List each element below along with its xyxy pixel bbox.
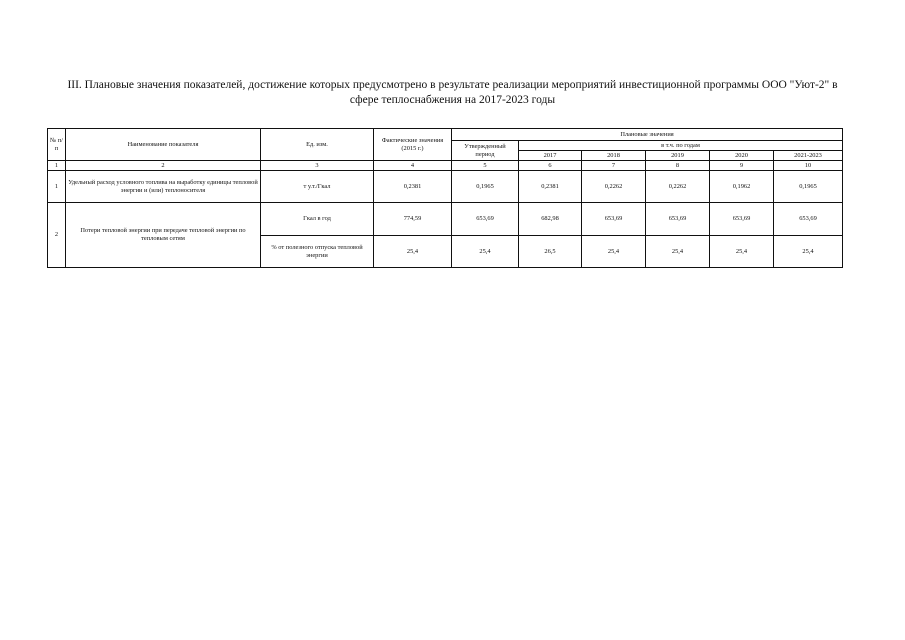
row-year-value: 0,1962 bbox=[710, 171, 774, 203]
row-unit: Гкал в год bbox=[261, 203, 374, 236]
row-year-value: 25,4 bbox=[646, 236, 710, 268]
indicators-table bbox=[47, 128, 843, 268]
row-year-value: 0,2381 bbox=[519, 171, 582, 203]
header-num: № п/п bbox=[48, 129, 66, 161]
row-indicator-name: Потери тепловой энергии при передаче тепловой энергии по тепловым сетям bbox=[66, 203, 261, 268]
header-by-years: в т.ч. по годам bbox=[519, 141, 843, 151]
table-row bbox=[48, 171, 843, 203]
header-actual: Фактические значения (2015 г.) bbox=[374, 129, 452, 161]
row-unit: % от полезного отпуска тепловой энергии bbox=[261, 236, 374, 268]
column-number: 1 bbox=[48, 161, 66, 171]
row-actual-value: 25,4 bbox=[374, 236, 452, 268]
row-year-value: 653,69 bbox=[582, 203, 646, 236]
header-approved-period: Утвержденный период bbox=[452, 141, 519, 161]
row-actual-value: 774,59 bbox=[374, 203, 452, 236]
row-year-value: 682,98 bbox=[519, 203, 582, 236]
row-approved-value: 25,4 bbox=[452, 236, 519, 268]
row-year-value: 0,1965 bbox=[774, 171, 843, 203]
row-num: 1 bbox=[48, 171, 66, 203]
title-line-1: III. Плановые значения показателей, достижение которых предусмотрено в результате реализации мероприятий инвестиционной программы ООО "Уют-2" в bbox=[67, 79, 838, 91]
header-year: 2021-2023 bbox=[774, 151, 843, 161]
row-year-value: 25,4 bbox=[710, 236, 774, 268]
row-year-value: 653,69 bbox=[710, 203, 774, 236]
row-year-value: 25,4 bbox=[582, 236, 646, 268]
column-number: 5 bbox=[452, 161, 519, 171]
column-number: 10 bbox=[774, 161, 843, 171]
row-indicator-name: Удельный расход условного топлива на выработку единицы тепловой энергии и (или) теплоносителя bbox=[66, 171, 261, 203]
column-number: 6 bbox=[519, 161, 582, 171]
row-num: 2 bbox=[48, 203, 66, 268]
row-unit: т у.т./Гкал bbox=[261, 171, 374, 203]
column-number: 2 bbox=[66, 161, 261, 171]
title-line-2: сфере теплоснабжения на 2017-2023 годы bbox=[349, 94, 556, 106]
document-title bbox=[40, 78, 865, 108]
header-year: 2019 bbox=[646, 151, 710, 161]
header-planned: Плановые значения bbox=[452, 129, 843, 141]
row-approved-value: 0,1965 bbox=[452, 171, 519, 203]
row-year-value: 26,5 bbox=[519, 236, 582, 268]
row-approved-value: 653,69 bbox=[452, 203, 519, 236]
header-year: 2020 bbox=[710, 151, 774, 161]
column-number: 9 bbox=[710, 161, 774, 171]
column-number: 8 bbox=[646, 161, 710, 171]
column-number: 4 bbox=[374, 161, 452, 171]
row-year-value: 25,4 bbox=[774, 236, 843, 268]
table-row bbox=[48, 203, 843, 236]
row-year-value: 0,2262 bbox=[646, 171, 710, 203]
row-year-value: 653,69 bbox=[646, 203, 710, 236]
row-actual-value: 0,2381 bbox=[374, 171, 452, 203]
row-year-value: 653,69 bbox=[774, 203, 843, 236]
header-year: 2017 bbox=[519, 151, 582, 161]
column-number: 3 bbox=[261, 161, 374, 171]
column-number: 7 bbox=[582, 161, 646, 171]
header-name: Наименование показателя bbox=[66, 129, 261, 161]
row-year-value: 0,2262 bbox=[582, 171, 646, 203]
header-unit: Ед. изм. bbox=[261, 129, 374, 161]
header-year: 2018 bbox=[582, 151, 646, 161]
